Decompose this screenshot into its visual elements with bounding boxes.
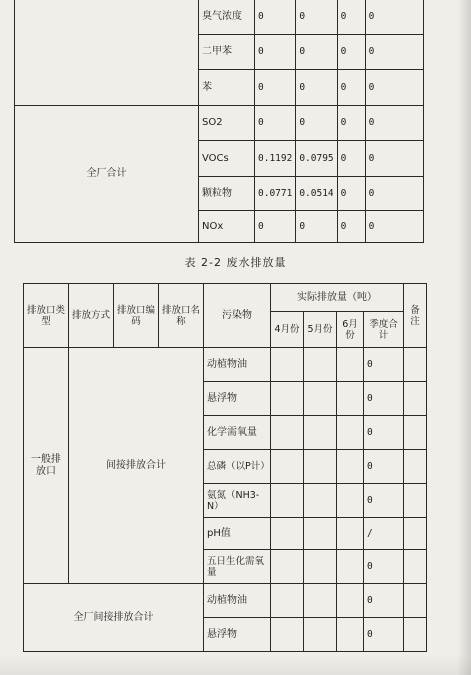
quarter-total-cell: /: [364, 518, 404, 550]
header-pollutant: 污染物: [204, 284, 271, 348]
page-edge-shadow: [457, 0, 471, 675]
pollutant-cell: 臭气浓度: [199, 0, 255, 35]
value-cell: 0: [296, 70, 337, 106]
value-cell: [271, 348, 304, 382]
value-cell: [271, 416, 304, 450]
pollutant-cell: 颗粒物: [199, 177, 255, 211]
value-cell: [304, 584, 337, 618]
remark-cell: [404, 484, 427, 518]
wastewater-table: [23, 283, 427, 652]
value-cell: 0: [337, 70, 365, 106]
value-cell: 0: [337, 141, 365, 177]
empty-cell: [15, 0, 199, 106]
value-cell: 0: [337, 211, 365, 243]
outlet-type-cell: 一般排放口: [24, 348, 69, 584]
remark-cell: [404, 618, 427, 652]
value-cell: 0: [365, 0, 423, 35]
table-row: [24, 584, 427, 618]
value-cell: 0: [365, 70, 423, 106]
value-cell: [304, 348, 337, 382]
value-cell: 0: [365, 141, 423, 177]
value-cell: [304, 382, 337, 416]
header-name: 排放口名称: [159, 284, 204, 348]
value-cell: 0.1192: [255, 141, 296, 177]
remark-cell: [404, 348, 427, 382]
header-method: 排放方式: [69, 284, 114, 348]
value-cell: 0: [337, 177, 365, 211]
value-cell: [304, 518, 337, 550]
quarter-total-cell: 0: [364, 550, 404, 584]
header-month-4: 4月份: [271, 312, 304, 348]
header-month-6: 6月份: [337, 312, 364, 348]
quarter-total-cell: 0: [364, 416, 404, 450]
plant-indirect-total-label: 全厂间接排放合计: [24, 584, 204, 652]
value-cell: 0: [255, 70, 296, 106]
header-row: [24, 284, 427, 312]
value-cell: 0: [255, 211, 296, 243]
table-row: [15, 0, 424, 35]
value-cell: [271, 618, 304, 652]
value-cell: 0: [337, 35, 365, 70]
header-remark: 备注: [404, 284, 427, 348]
quarter-total-cell: 0: [364, 618, 404, 652]
value-cell: [271, 382, 304, 416]
value-cell: [337, 484, 364, 518]
value-cell: 0.0514: [296, 177, 337, 211]
method-cell: 间接排放合计: [69, 348, 204, 584]
value-cell: [337, 450, 364, 484]
value-cell: [304, 618, 337, 652]
value-cell: 0: [255, 106, 296, 141]
value-cell: 0: [365, 211, 423, 243]
table-row: [24, 348, 427, 382]
value-cell: 0: [365, 177, 423, 211]
pollutant-cell: 总磷（以P计）: [204, 450, 271, 484]
pollutant-cell: SO2: [199, 106, 255, 141]
value-cell: [271, 518, 304, 550]
quarter-total-cell: 0: [364, 382, 404, 416]
pollutant-cell: 五日生化需氧量: [204, 550, 271, 584]
pollutant-cell: 苯: [199, 70, 255, 106]
pollutant-cell: pH值: [204, 518, 271, 550]
air-emission-table: [14, 0, 424, 243]
value-cell: 0: [296, 211, 337, 243]
value-cell: [337, 518, 364, 550]
value-cell: 0: [365, 106, 423, 141]
remark-cell: [404, 416, 427, 450]
value-cell: 0: [296, 0, 337, 35]
pollutant-cell: 氨氮（NH3-N）: [204, 484, 271, 518]
value-cell: [304, 484, 337, 518]
value-cell: [337, 618, 364, 652]
remark-cell: [404, 450, 427, 484]
plant-total-label: 全厂合计: [15, 106, 199, 243]
header-quarter-total: 季度合计: [364, 312, 404, 348]
value-cell: 0: [296, 35, 337, 70]
pollutant-cell: VOCs: [199, 141, 255, 177]
remark-cell: [404, 584, 427, 618]
value-cell: [271, 550, 304, 584]
remark-cell: [404, 382, 427, 416]
value-cell: [271, 584, 304, 618]
pollutant-cell: 悬浮物: [204, 382, 271, 416]
value-cell: [337, 584, 364, 618]
header-month-5: 5月份: [304, 312, 337, 348]
value-cell: [304, 450, 337, 484]
pollutant-cell: NOx: [199, 211, 255, 243]
value-cell: [271, 450, 304, 484]
pollutant-cell: 动植物油: [204, 584, 271, 618]
value-cell: 0: [255, 35, 296, 70]
table-caption: 表 2-2 废水排放量: [184, 256, 287, 269]
value-cell: [304, 550, 337, 584]
value-cell: [271, 484, 304, 518]
page-bottom-shadow: [0, 655, 471, 675]
value-cell: 0: [337, 0, 365, 35]
header-outlet-type: 排放口类型: [24, 284, 69, 348]
value-cell: 0: [296, 106, 337, 141]
pollutant-cell: 二甲苯: [199, 35, 255, 70]
value-cell: 0: [255, 0, 296, 35]
quarter-total-cell: 0: [364, 484, 404, 518]
header-actual: 实际排放量（吨）: [271, 284, 404, 312]
value-cell: 0.0795: [296, 141, 337, 177]
quarter-total-cell: 0: [364, 450, 404, 484]
value-cell: 0: [337, 106, 365, 141]
pollutant-cell: 化学需氧量: [204, 416, 271, 450]
pollutant-cell: 悬浮物: [204, 618, 271, 652]
quarter-total-cell: 0: [364, 348, 404, 382]
value-cell: [337, 382, 364, 416]
remark-cell: [404, 550, 427, 584]
value-cell: 0: [365, 35, 423, 70]
table-row: [15, 106, 424, 141]
quarter-total-cell: 0: [364, 584, 404, 618]
value-cell: [337, 416, 364, 450]
header-code: 排放口编码: [114, 284, 159, 348]
value-cell: [304, 416, 337, 450]
value-cell: [337, 550, 364, 584]
value-cell: 0.0771: [255, 177, 296, 211]
remark-cell: [404, 518, 427, 550]
pollutant-cell: 动植物油: [204, 348, 271, 382]
value-cell: [337, 348, 364, 382]
